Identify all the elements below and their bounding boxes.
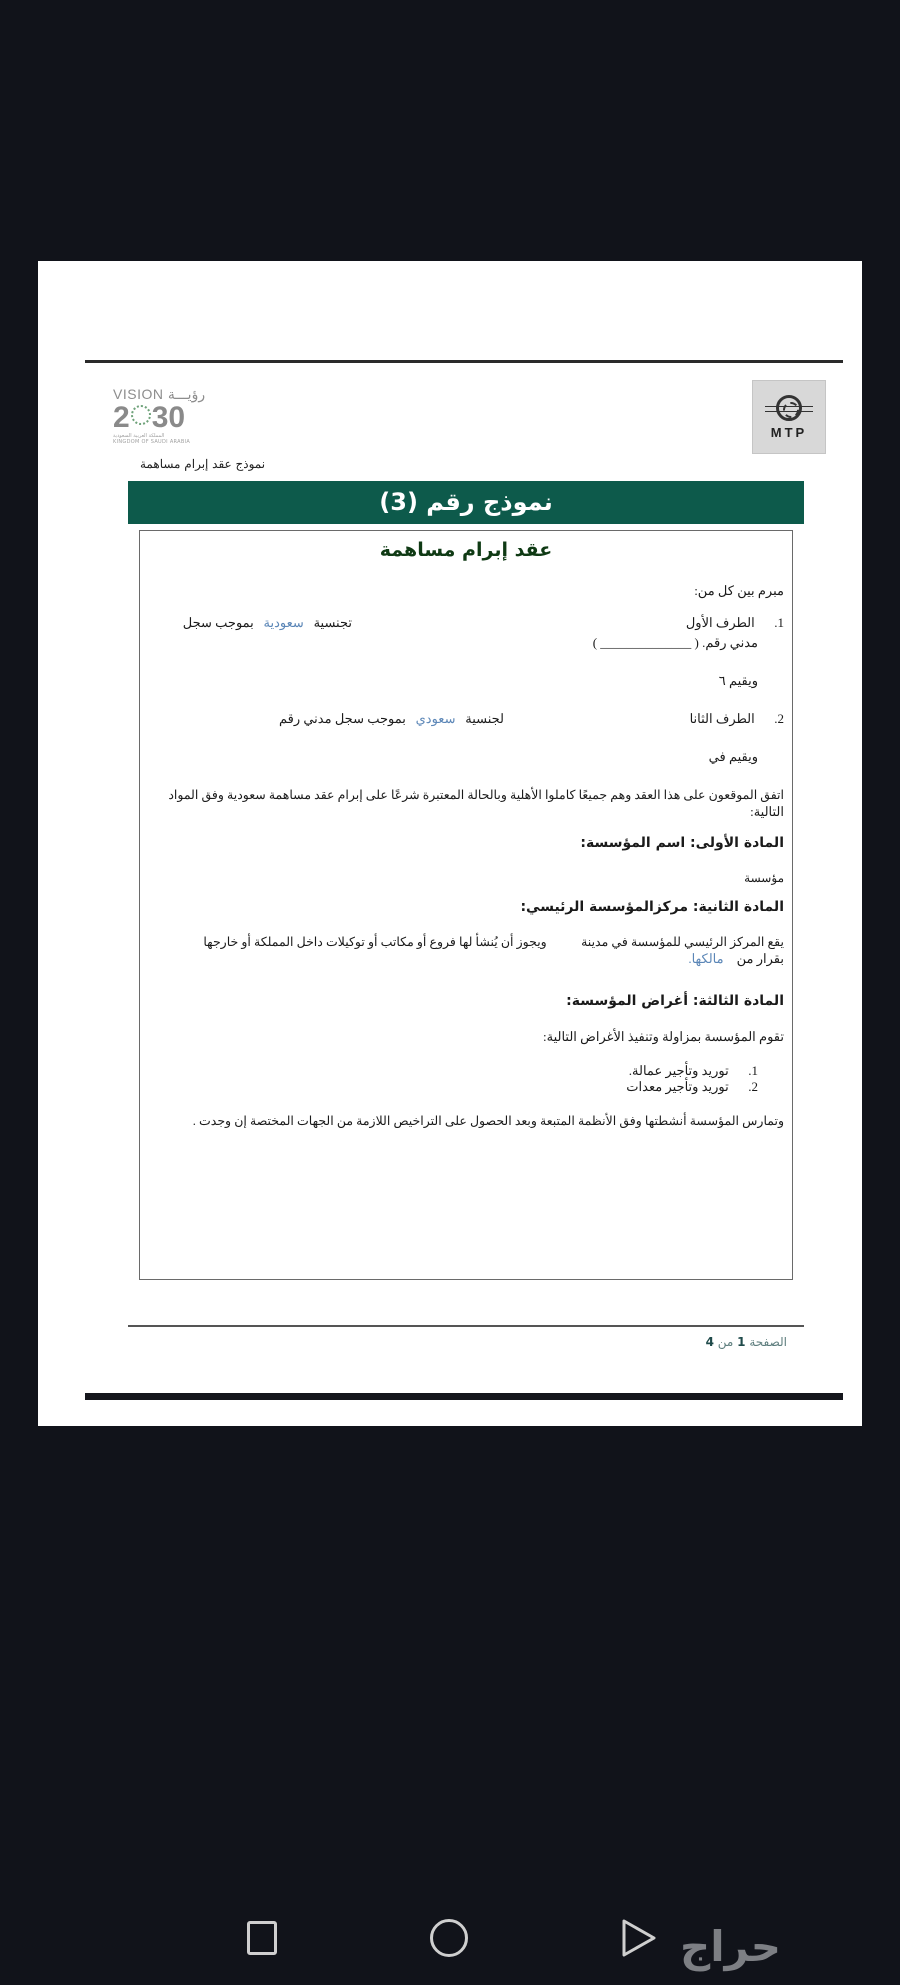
of-label: من: [717, 1335, 734, 1349]
vision-logo-english-sub: KINGDOM OF SAUDI ARABIA: [113, 439, 191, 445]
haraj-watermark-logo: حراج: [680, 1922, 782, 1971]
article2-branches-text: ويجوز أن يُنشأ لها فروع أو مكاتب أو توكيلات داخل المملكة أو خارجها: [203, 935, 547, 949]
article2-owner-text: مالكها.: [688, 951, 724, 966]
current-page: 1: [737, 1335, 746, 1349]
year-digit: 2: [113, 401, 130, 434]
party2-nationality-line: [279, 711, 504, 727]
article2-body-line2: [688, 951, 784, 967]
document-page: [38, 261, 862, 1426]
purpose-item: [626, 1079, 758, 1095]
total-pages: 4: [705, 1335, 714, 1349]
party1-residence: ويقيم ٦: [718, 673, 758, 688]
party1-number: 1.: [774, 615, 784, 630]
footer-divider: [128, 1325, 804, 1327]
form-number-title: نموذج رقم (3): [379, 488, 553, 516]
party2-nationality: سعودي: [415, 711, 456, 726]
vision-logo-text: VISION رؤيـــة: [113, 386, 206, 402]
article1-body: مؤسسة: [744, 871, 784, 885]
party1-record-label: بموجب سجل: [182, 615, 254, 630]
article2-decision-text: بقرار من: [736, 951, 784, 966]
article2-city-text: يقع المركز الرئيسي للمؤسسة في مدينة: [581, 935, 784, 949]
home-circle-icon[interactable]: [430, 1919, 468, 1957]
article3-heading: المادة الثالثة: أغراض المؤسسة:: [566, 993, 784, 1009]
form-caption: نموذج عقد إبرام مساهمة: [140, 457, 266, 471]
back-triangle-icon[interactable]: [620, 1918, 658, 1958]
article3-closing: وتمارس المؤسسة أنشطتها وفق الأنظمة المتبعة وبعد الحصول على التراخيص اللازمة من الجهات المختصة إن وجدت .: [192, 1114, 784, 1128]
party1-nationality-line: [183, 615, 352, 631]
article2-body-line1: [203, 934, 784, 950]
mtp-logo-text: MTP: [770, 424, 808, 440]
party1-label: الطرف الأول: [685, 615, 755, 630]
article3-intro: تقوم المؤسسة بمزاولة وتنفيذ الأغراض التالية:: [543, 1029, 784, 1044]
form-number-title-bar: [128, 481, 804, 524]
bottom-divider: [85, 1393, 843, 1400]
agreement-text: اتفق الموقعون على هذا العقد وهم جميعًا كاملوا الأهلية وبالحالة المعتبرة شرعًا على إبرام عقد مساهمة سعودية وفق المواد: [168, 788, 784, 802]
page-number: [706, 1335, 787, 1349]
article1-heading: المادة الأولى: اسم المؤسسة:: [580, 835, 784, 851]
party1-nationality-prefix: تجنسية: [313, 615, 352, 630]
contract-intro: مبرم بين كل من:: [694, 583, 784, 598]
agreement-text-continued: التالية:: [750, 804, 784, 819]
party2-record-label: بموجب سجل مدني رقم: [278, 711, 406, 726]
recent-apps-square-icon[interactable]: [247, 1921, 277, 1955]
gear-icon: [776, 395, 802, 421]
emblem-icon: [131, 405, 151, 425]
purpose-item: [629, 1063, 758, 1079]
top-divider: [85, 360, 843, 363]
mtp-company-logo: [752, 380, 826, 454]
party1-line: [686, 615, 784, 631]
vision-2030-logo: [113, 386, 218, 451]
vision-logo-arabic-sub: المملكة العربية السعودية: [113, 433, 165, 439]
party2-label: الطرف الثانا: [689, 711, 755, 726]
article2-heading: المادة الثانية: مركزالمؤسسة الرئيسي:: [520, 899, 784, 915]
party2-residence: ويقيم في: [708, 749, 758, 764]
year-digits: 30: [151, 401, 186, 434]
purpose-item-number: 1.: [748, 1063, 758, 1078]
party2-nationality-prefix: لجنسية: [465, 711, 504, 726]
page-label: الصفحة: [749, 1335, 787, 1349]
party2-line: [690, 711, 784, 727]
purpose-item-text: توريد وتأجير معدات: [626, 1079, 729, 1094]
contract-content-box: [139, 530, 793, 1280]
party1-nationality: سعودية: [263, 615, 304, 630]
party1-id-line: مدني رقم. ( ______________ ): [592, 635, 758, 650]
purpose-item-number: 2.: [748, 1079, 758, 1094]
purpose-item-text: توريد وتأجير عمالة.: [628, 1063, 729, 1078]
vision-logo-year: [113, 403, 218, 433]
contract-title: عقد إبرام مساهمة: [379, 539, 553, 561]
party2-number: 2.: [774, 711, 784, 726]
